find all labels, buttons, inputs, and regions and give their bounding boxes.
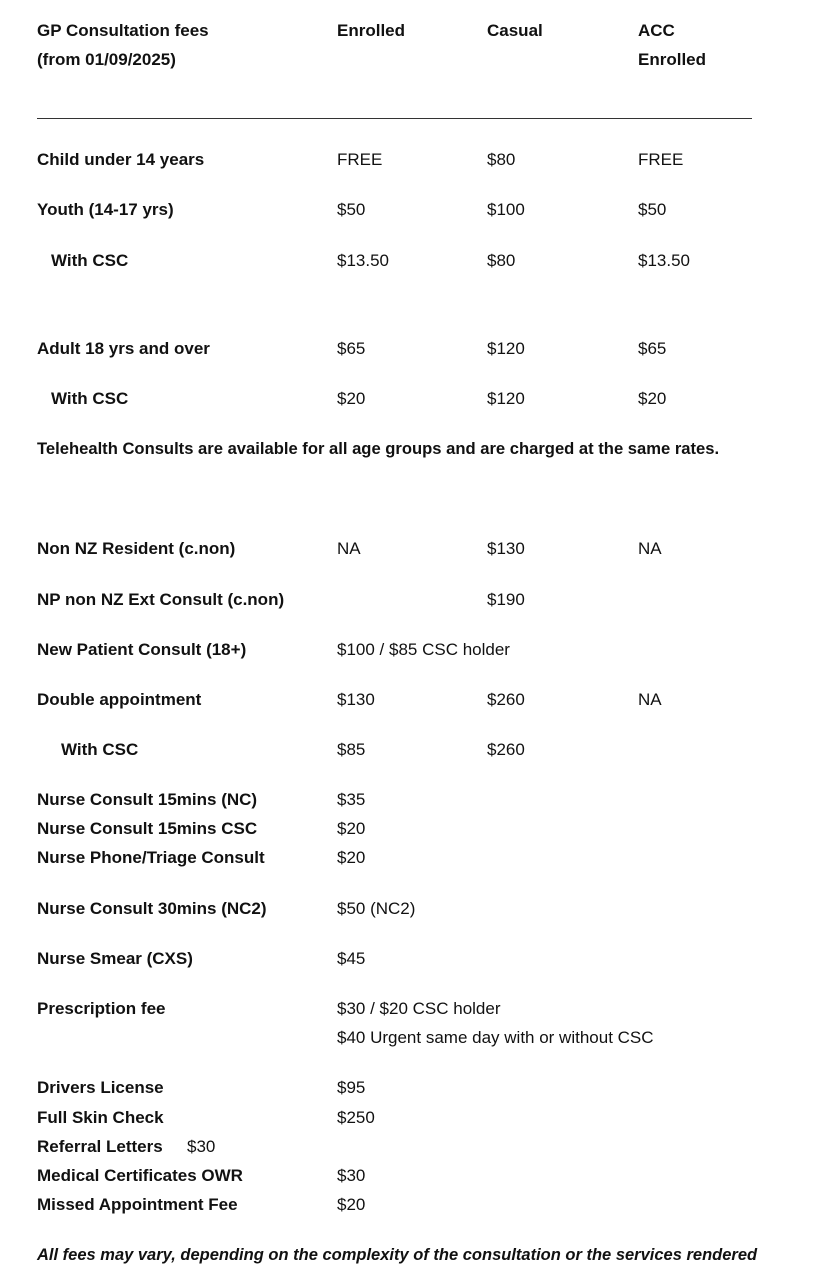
row-enrolled: $20 xyxy=(337,819,366,838)
footer-note: All fees may vary, depending on the complexity of the consultation or the services rendered xyxy=(37,1246,758,1264)
row-enrolled: FREE xyxy=(337,150,383,169)
row-inline-value: $30 xyxy=(187,1137,216,1156)
row-enrolled: $250 xyxy=(337,1108,375,1127)
row-enrolled: $130 xyxy=(337,690,375,709)
row-casual: $130 xyxy=(487,539,525,558)
row-label: Adult 18 yrs and over xyxy=(37,339,210,358)
row-label: Referral Letters xyxy=(37,1137,163,1156)
row-acc: $50 xyxy=(638,200,667,219)
row-label: Non NZ Resident (c.non) xyxy=(37,539,236,558)
row-enrolled: $35 xyxy=(337,790,366,809)
row-label: Full Skin Check xyxy=(37,1108,164,1127)
row-label: Nurse Smear (CXS) xyxy=(37,949,193,968)
row-enrolled: $13.50 xyxy=(337,251,389,270)
row-enrolled: $20 xyxy=(337,389,366,408)
row-enrolled: $20 xyxy=(337,848,366,867)
row-label: Nurse Consult 30mins (NC2) xyxy=(37,899,267,918)
row-label: Prescription fee xyxy=(37,999,166,1018)
row-label: Nurse Consult 15mins CSC xyxy=(37,819,258,838)
row-acc: NA xyxy=(638,539,662,558)
title-line2: (from 01/09/2025) xyxy=(37,50,176,69)
title-line1: GP Consultation fees xyxy=(37,21,209,40)
row-label: NP non NZ Ext Consult (c.non) xyxy=(37,590,285,609)
telehealth-note: Telehealth Consults are available for all age groups and are charged at the same rates. xyxy=(37,439,720,458)
col-header-casual: Casual xyxy=(487,21,543,40)
row-casual: $80 xyxy=(487,150,516,169)
row-casual: $120 xyxy=(487,339,525,358)
row-label: With CSC xyxy=(61,740,139,759)
row-acc: $13.50 xyxy=(638,251,690,270)
row-enrolled: $65 xyxy=(337,339,366,358)
row-enrolled: $50 (NC2) xyxy=(337,899,416,918)
row-enrolled: NA xyxy=(337,539,361,558)
row-acc: NA xyxy=(638,690,662,709)
row-extra: $40 Urgent same day with or without CSC xyxy=(337,1028,654,1047)
col-header-enrolled: Enrolled xyxy=(337,21,406,40)
row-enrolled: $85 xyxy=(337,740,366,759)
row-enrolled: $50 xyxy=(337,200,366,219)
row-casual: $80 xyxy=(487,251,516,270)
row-label: Double appointment xyxy=(37,690,202,709)
row-acc: $20 xyxy=(638,389,667,408)
col-header-acc: ACC xyxy=(638,21,675,40)
row-casual: $100 xyxy=(487,200,525,219)
row-label: Drivers License xyxy=(37,1078,164,1097)
row-enrolled: $45 xyxy=(337,949,366,968)
row-label: With CSC xyxy=(51,251,129,270)
row-casual: $260 xyxy=(487,740,525,759)
row-label: New Patient Consult (18+) xyxy=(37,640,247,659)
row-label: Nurse Phone/Triage Consult xyxy=(37,848,265,867)
row-label: Medical Certificates OWR xyxy=(37,1166,243,1185)
row-casual: $260 xyxy=(487,690,525,709)
row-enrolled: $95 xyxy=(337,1078,366,1097)
row-enrolled: $30 xyxy=(337,1166,366,1185)
row-label: Nurse Consult 15mins (NC) xyxy=(37,790,258,809)
row-label: Missed Appointment Fee xyxy=(37,1195,238,1214)
row-acc: $65 xyxy=(638,339,667,358)
row-acc: FREE xyxy=(638,150,684,169)
row-label: Child under 14 years xyxy=(37,150,205,169)
row-casual: $190 xyxy=(487,590,525,609)
row-enrolled: $20 xyxy=(337,1195,366,1214)
row-label: With CSC xyxy=(51,389,129,408)
row-casual: $120 xyxy=(487,389,525,408)
row-label: Youth (14-17 yrs) xyxy=(37,200,174,219)
row-enrolled: $30 / $20 CSC holder xyxy=(337,999,501,1018)
divider xyxy=(37,118,752,119)
col-header-acc-enrolled: Enrolled xyxy=(638,50,707,69)
row-enrolled: $100 / $85 CSC holder xyxy=(337,640,510,659)
